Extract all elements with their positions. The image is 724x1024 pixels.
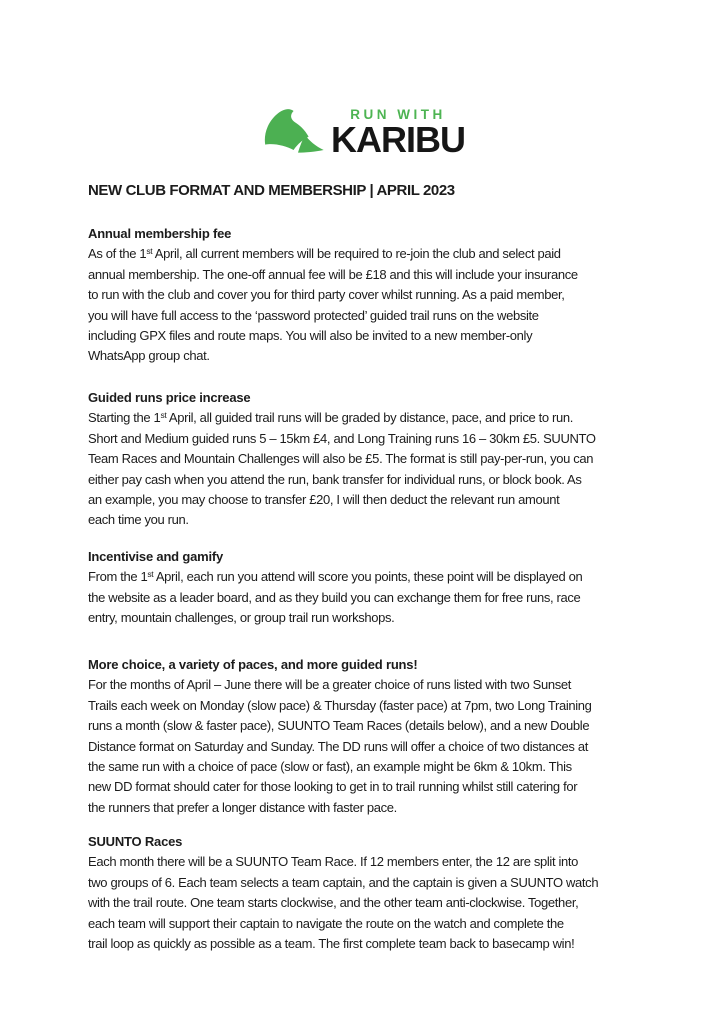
- section-more-choice: [88, 655, 658, 818]
- mountain-swoosh-icon: [259, 103, 329, 165]
- section-paragraph: As of the 1st April, all current members will be required to re-join the club and select paid annual membership. The one-off annual fee will be £18 and this will include your insurance to run with the club and cover you for third party cover whilst running. As a paid member, you will have full access to the ‘password protected’ guided trail runs on the website including GPX files and route maps. You will also be invited to a new member-only WhatsApp group chat.: [88, 246, 578, 364]
- logo-tagline: RUN WITH: [350, 107, 446, 122]
- section-heading: SUUNTO Races: [88, 834, 183, 849]
- section-heading: Annual membership fee: [88, 226, 232, 241]
- section-heading: More choice, a variety of paces, and more guided runs!: [88, 657, 418, 672]
- section-guided-runs-price-increase: [88, 388, 658, 531]
- section-incentivise-and-gamify: [88, 547, 658, 629]
- page-title: NEW CLUB FORMAT AND MEMBERSHIP | APRIL 2023: [88, 182, 455, 199]
- section-paragraph: Starting the 1st April, all guided trail runs will be graded by distance, pace, and price to run. Short and Medium guided runs 5 – 15km £4, and Long Training runs 16 – 30km £5. SUUNTO Team Races and Mountain Challenges will also be £5. The format is still pay-per-run, you can either pay cash when you attend the run, bank transfer for individual runs, or block book. As an example, you may choose to transfer £20, I will then deduct the relevant run amount each time you run.: [88, 410, 596, 528]
- section-heading: Guided runs price increase: [88, 390, 251, 405]
- section-heading: Incentivise and gamify: [88, 549, 224, 564]
- section-suunto-races: [88, 832, 658, 954]
- section-paragraph: Each month there will be a SUUNTO Team Race. If 12 members enter, the 12 are split into two groups of 6. Each team selects a team captain, and the captain is given a SUUNTO watch with the trail route. One team starts clockwise, and the other team anti-clockwise. Together, each team will support their captain to navigate the route on the watch and complete the trail loop as quickly as possible as a team. The first complete team back to basecamp win!: [88, 854, 599, 952]
- karibu-logo: [259, 103, 465, 165]
- section-paragraph: From the 1st April, each run you attend will score you points, these point will be displayed on the website as a leader board, and as they build you can exchange them for free runs, race entry, mountain challenges, or group trail run workshops.: [88, 569, 583, 626]
- logo-text: [331, 103, 465, 158]
- section-paragraph: For the months of April – June there will be a greater choice of runs listed with two Sunset Trails each week on Monday (slow pace) & Thursday (faster pace) at 7pm, two Long Training runs a month (slow & faster pace), SUUNTO Team Races (details below), and a new Double Distance format on Saturday and Sunday. The DD runs will offer a choice of two distances at the same run with a choice of pace (slow or fast), an example might be 6km & 10km. This new DD format should cater for those looking to get in to trail running whilst still catering for the runners that prefer a longer distance with faster pace.: [88, 677, 592, 815]
- logo-brand: KARIBU: [331, 119, 465, 160]
- section-annual-membership-fee: [88, 224, 658, 367]
